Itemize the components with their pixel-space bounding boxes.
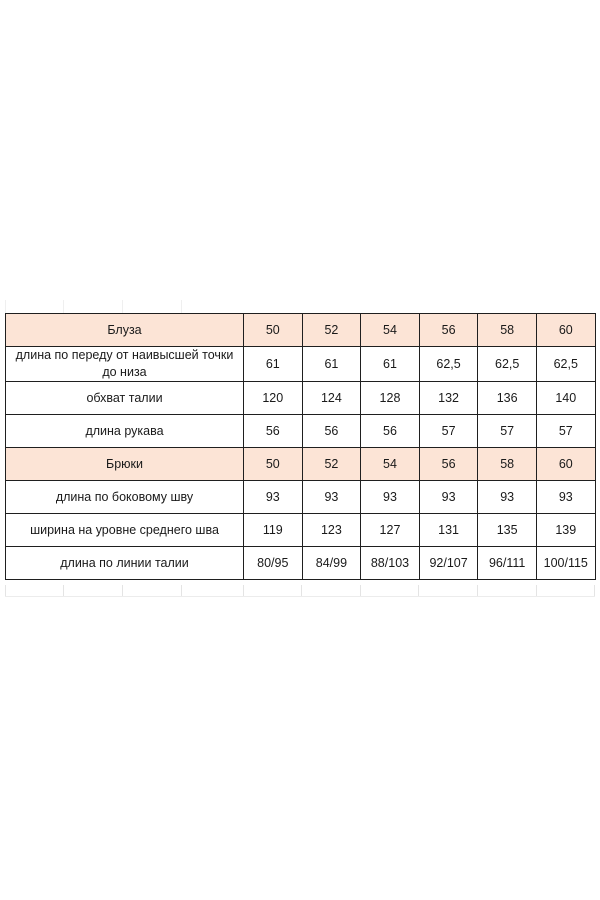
size-chart-sheet [5,313,595,580]
garment-name-cell: Брюки [6,448,244,481]
measurement-value-cell: 96/111 [478,547,537,580]
size-header-cell: 52 [302,448,361,481]
measurement-value-cell: 56 [244,415,303,448]
measurement-value-cell: 124 [302,382,361,415]
measurement-value-cell: 93 [244,481,303,514]
spreadsheet-grid-top [5,300,595,313]
measurement-value-cell: 57 [536,415,595,448]
size-header-cell: 56 [419,314,478,347]
measurement-value-cell: 92/107 [419,547,478,580]
measurement-value-cell: 120 [244,382,303,415]
size-header-cell: 54 [361,314,420,347]
measurement-value-cell: 61 [302,347,361,382]
measurement-label-cell: ширина на уровне среднего шва [6,514,244,547]
measurement-value-cell: 132 [419,382,478,415]
measurement-value-cell: 56 [361,415,420,448]
row-waistline-length [6,547,596,580]
measurement-value-cell: 62,5 [478,347,537,382]
measurement-value-cell: 61 [361,347,420,382]
measurement-value-cell: 93 [302,481,361,514]
size-header-cell: 58 [478,314,537,347]
measurement-value-cell: 100/115 [536,547,595,580]
measurement-label-cell: длина по линии талии [6,547,244,580]
measurement-value-cell: 57 [478,415,537,448]
size-header-cell: 60 [536,448,595,481]
row-front-length [6,347,596,382]
measurement-value-cell: 93 [419,481,478,514]
size-header-cell: 56 [419,448,478,481]
measurement-value-cell: 62,5 [419,347,478,382]
measurement-value-cell: 80/95 [244,547,303,580]
size-header-cell: 50 [244,314,303,347]
measurement-value-cell: 136 [478,382,537,415]
header-row-trousers [6,448,596,481]
measurement-value-cell: 88/103 [361,547,420,580]
measurement-value-cell: 61 [244,347,303,382]
measurement-value-cell: 123 [302,514,361,547]
measurement-value-cell: 131 [419,514,478,547]
measurement-value-cell: 93 [361,481,420,514]
measurement-label-cell: длина рукава [6,415,244,448]
measurement-value-cell: 140 [536,382,595,415]
row-middle-seam-width [6,514,596,547]
garment-name-cell: Блуза [6,314,244,347]
row-waist-girth [6,382,596,415]
measurement-value-cell: 128 [361,382,420,415]
measurement-value-cell: 56 [302,415,361,448]
measurement-value-cell: 119 [244,514,303,547]
size-header-cell: 58 [478,448,537,481]
measurement-value-cell: 93 [536,481,595,514]
size-header-cell: 52 [302,314,361,347]
measurement-label-cell: длина по переду от наивысшей точки до низа [6,347,244,382]
header-row-blouse [6,314,596,347]
size-header-cell: 50 [244,448,303,481]
measurement-value-cell: 139 [536,514,595,547]
row-sleeve-length [6,415,596,448]
size-header-cell: 54 [361,448,420,481]
size-chart-body [6,314,596,580]
measurement-value-cell: 127 [361,514,420,547]
measurement-label-cell: длина по боковому шву [6,481,244,514]
size-chart-table [5,313,596,580]
measurement-value-cell: 135 [478,514,537,547]
row-side-seam-length [6,481,596,514]
measurement-value-cell: 62,5 [536,347,595,382]
measurement-value-cell: 57 [419,415,478,448]
measurement-value-cell: 93 [478,481,537,514]
spreadsheet-grid-tail [5,585,595,597]
measurement-value-cell: 84/99 [302,547,361,580]
size-header-cell: 60 [536,314,595,347]
measurement-label-cell: обхват талии [6,382,244,415]
